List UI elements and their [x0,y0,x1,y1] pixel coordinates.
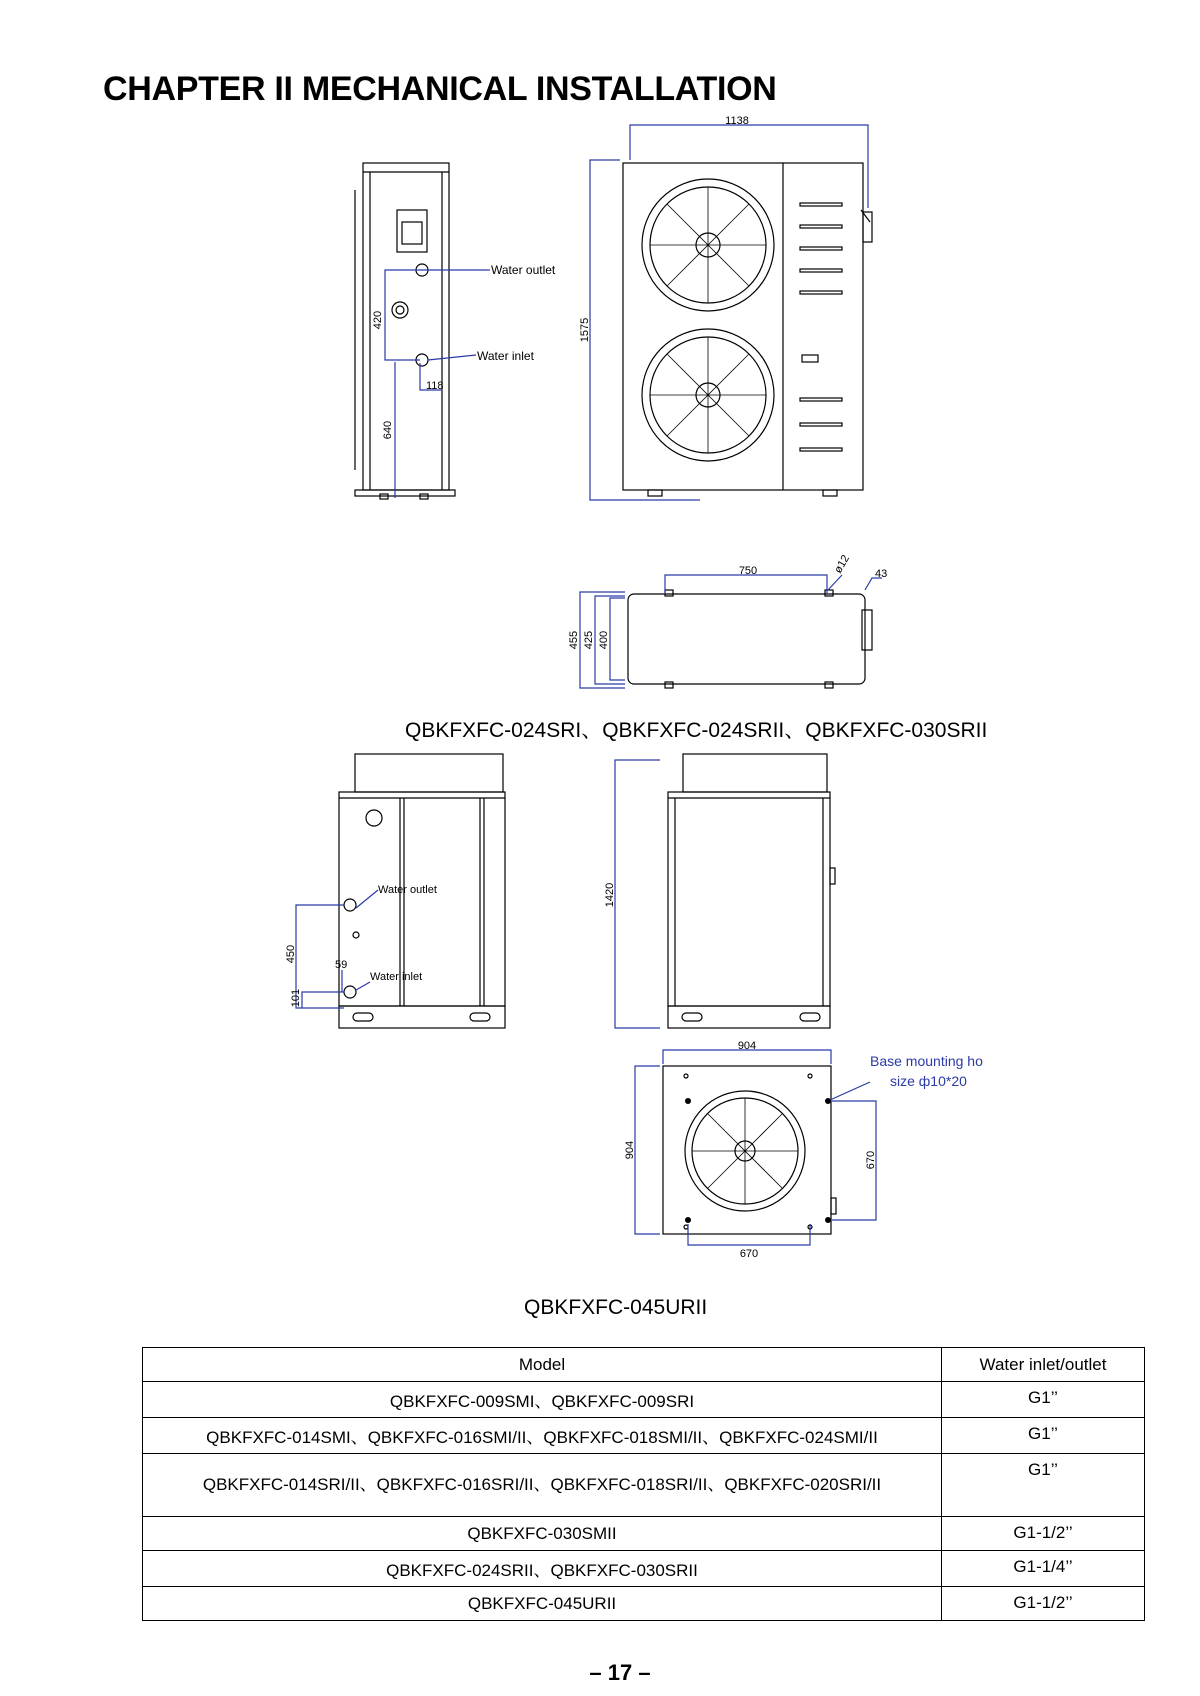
dim-1138: 1138 [725,115,749,127]
dim-425: 425 [583,630,595,650]
dim-400: 400 [598,630,610,650]
row-model: QBKFXFC-014SRI/II、QBKFXFC-016SRI/II、QBKFXFC-018SRI/II、QBKFXFC-020SRI/II [143,1454,942,1517]
row-water: G1-1/2’’ [942,1587,1145,1621]
row-model: QBKFXFC-024SRII、QBKFXFC-030SRII [143,1551,942,1587]
table-row [143,1587,1145,1621]
side-view-1 [355,163,455,499]
row-model: QBKFXFC-009SMI、QBKFXFC-009SRI [143,1382,942,1418]
dim-1420: 1420 [604,882,616,908]
dim-59: 59 [335,959,348,971]
base-note-line1: Base mounting ho [870,1053,983,1069]
dim-455: 455 [568,630,580,650]
unit-drawing-2 [0,740,1200,1340]
dim-1575: 1575 [579,317,591,343]
dim-904-top: 904 [737,1040,757,1052]
front-view-1 [623,163,872,496]
top-view-1 [628,590,872,688]
table-row [143,1418,1145,1454]
row-water: G1’’ [942,1454,1145,1517]
row-water: G1-1/4’’ [942,1551,1145,1587]
dim-904-side: 904 [624,1140,636,1160]
unit-drawing-1 [0,0,1200,700]
dim-670-right: 670 [865,1150,877,1170]
top-view-2 [663,1066,836,1234]
dim-12: ø12 [832,553,853,576]
base-note-line2: size ф10*20 [890,1073,967,1089]
row-model: QBKFXFC-014SMI、QBKFXFC-016SMI/II、QBKFXFC-018SMI/II、QBKFXFC-024SMI/II [143,1418,942,1454]
caption-model-2: QBKFXFC-045URII [524,1296,708,1319]
dim-750: 750 [738,565,758,577]
dim-670-bottom: 670 [739,1248,759,1260]
row-water: G1’’ [942,1382,1145,1418]
header-water: Water inlet/outlet [942,1348,1145,1382]
water-connection-table [142,1347,1145,1621]
dim-101: 101 [290,988,302,1008]
header-model: Model [143,1348,942,1382]
dim-420: 420 [372,310,384,330]
row-water: G1-1/2’’ [942,1517,1145,1551]
water-inlet-label-2: Water inlet [370,971,423,983]
dim-118: 118 [426,380,444,392]
dim-43: 43 [875,568,888,580]
row-model: QBKFXFC-030SMII [143,1517,942,1551]
row-model: QBKFXFC-045URII [143,1587,942,1621]
water-inlet-label-1: Water inlet [477,349,534,363]
table-row [143,1517,1145,1551]
table-row [143,1551,1145,1587]
dim-450: 450 [285,944,297,964]
chapter-title: CHAPTER II MECHANICAL INSTALLATION [103,70,777,108]
water-outlet-label-2: Water outlet [378,884,437,896]
dim-640: 640 [382,420,394,440]
table-header-row [143,1348,1145,1382]
table-row [143,1382,1145,1418]
table-row [143,1454,1145,1517]
page-number: – 17 – [589,1660,651,1685]
front-view-2 [668,754,835,1028]
water-outlet-label-1: Water outlet [491,263,556,277]
row-water: G1’’ [942,1418,1145,1454]
caption-model-1: QBKFXFC-024SRI、QBKFXFC-024SRII、QBKFXFC-030SRII [405,719,988,742]
